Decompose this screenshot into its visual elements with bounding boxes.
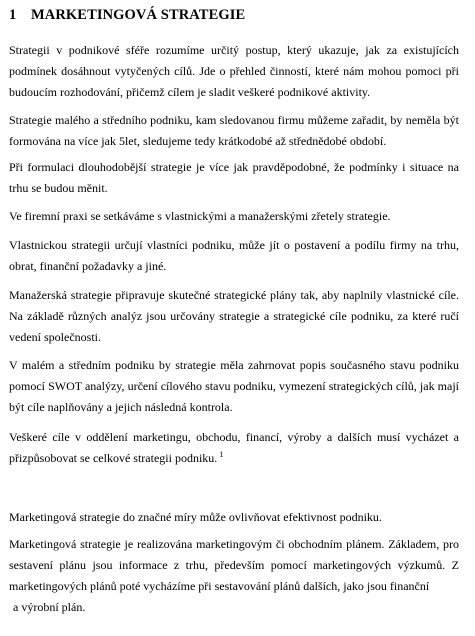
- paragraph-strategy-aspects: Ve firemní praxi se setkáváme s vlastnickými a manažerskými zřetely strategie.: [9, 209, 391, 223]
- paragraph-sme-strategy: V malém a středním podniku by strategie měla zahrnovat popis současného stavu podniku pomocí SWOT analýzy, určení cílového stavu podniku, vymezení strategických cílů, jak mají být cíle naplňovány a jejich následná kontrola.: [9, 358, 459, 414]
- paragraph-ownership-strategy: Vlastnickou strategii určují vlastníci podniku, může jít o postavení a podílu firmy na trhu, obrat, finanční požadavky a jiné.: [9, 238, 459, 273]
- paragraph-department-goals: [9, 427, 459, 469]
- paragraph-small-business-strategy: Strategie malého a středního podniku, kam sledovanou firmu můžeme zařadit, by neměla být formována na více jak 5let, sledujeme tedy krátkodobé až střednědobé období.: [9, 113, 459, 148]
- paragraph-management-strategy: Manažerská strategie připravuje skutečné strategické plány tak, aby naplnily vlastnické cíle. Na základě různých analýz jsou určovány strategie a strategické cíle podniku, za které ručí vedení společnosti.: [9, 288, 459, 344]
- section-number: 1: [9, 7, 17, 23]
- section-title: MARKETINGOVÁ STRATEGIE: [31, 7, 246, 23]
- paragraph-department-goals-text: Veškeré cíle v oddělení marketingu, obchodu, financí, výroby a dalších musí vycházet a přizpůsobovat se celkové strategii podniku.: [9, 430, 459, 465]
- paragraph-marketing-plan-end: a výrobní plán.: [13, 600, 86, 614]
- section-heading: [9, 7, 245, 24]
- paragraph-marketing-efficiency: Marketingová strategie do značné míry může ovlivňovat efektivnost podniku.: [9, 510, 382, 524]
- paragraph-marketing-plan: Marketingová strategie je realizována marketingovým či obchodním plánem. Základem, pro sestavení plánu jsou informace z trhu, především pomocí marketingových výzkumů. Z marketingových plánů poté vycházíme při sestavování plánů dalších, jako jsou finanční: [9, 537, 459, 593]
- paragraph-long-term-strategy: Při formulaci dlouhodobější strategie je více jak pravděpodobné, že podmínky i situace na trhu se budou měnit.: [9, 160, 459, 195]
- footnote-mark: 1: [219, 450, 224, 459]
- paragraph-strategy-definition: Strategii v podnikové sféře rozumíme určitý postup, který ukazuje, jak za existujících podmínek dosáhnout vytyčených cílů. Jde o přehled činností, které nám mohou pomoci při budoucím rozhodování, přičemž cílem je sladit veškeré podnikové aktivity.: [9, 43, 459, 99]
